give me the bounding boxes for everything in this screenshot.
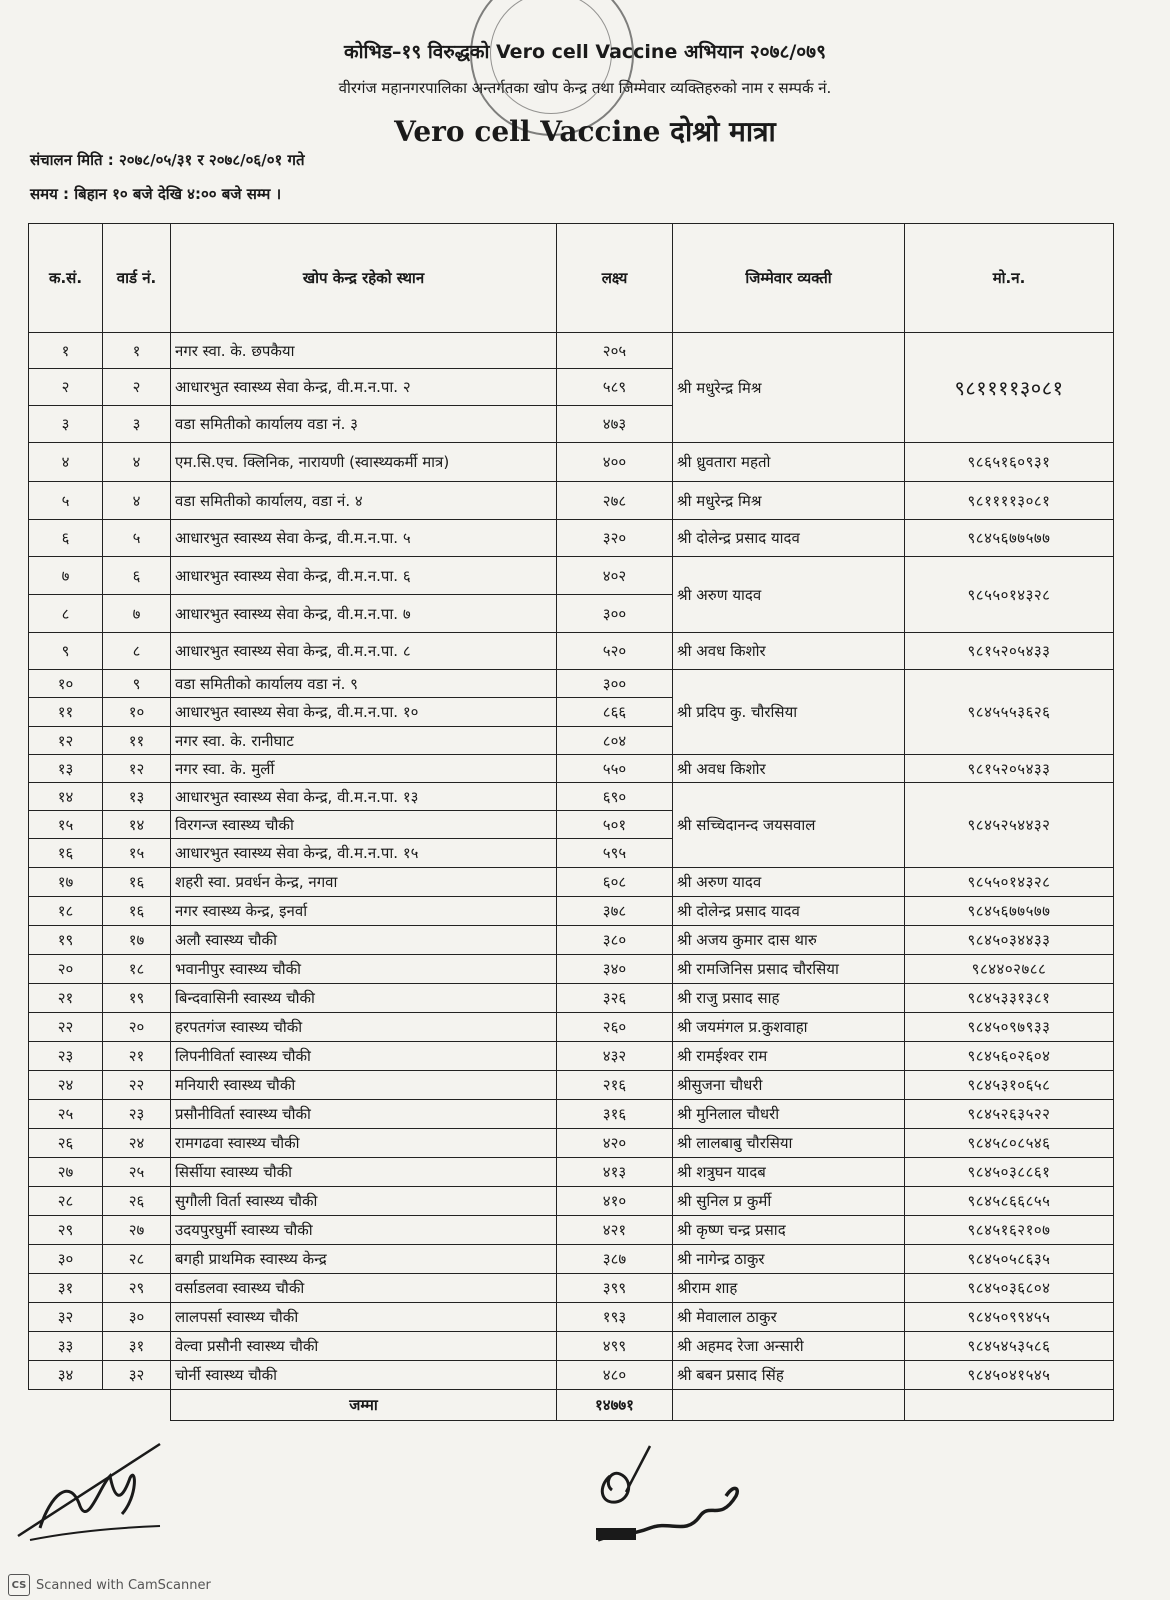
- person-cell: श्री मेवालाल ठाकुर: [673, 1303, 905, 1332]
- serial-cell: ८: [29, 595, 103, 633]
- table-row: [29, 1361, 1114, 1390]
- target-cell: ८६६: [557, 698, 673, 727]
- target-cell: ८०४: [557, 727, 673, 755]
- person-cell: श्री अजय कुमार दास थारु: [673, 926, 905, 955]
- person-cell: श्री मधुरेन्द्र मिश्र: [673, 333, 905, 443]
- table-row: [29, 1100, 1114, 1129]
- target-cell: ३००: [557, 670, 673, 698]
- ward-cell: २१: [103, 1042, 171, 1071]
- serial-cell: ७: [29, 557, 103, 595]
- phone-cell: ९८११११३०८१: [905, 333, 1114, 443]
- ward-cell: २७: [103, 1216, 171, 1245]
- serial-cell: २६: [29, 1129, 103, 1158]
- ward-cell: ९: [103, 670, 171, 698]
- phone-cell: ९८४५०३६८०४: [905, 1274, 1114, 1303]
- serial-cell: १६: [29, 839, 103, 868]
- person-cell: श्री जयमंगल प्र.कुशवाहा: [673, 1013, 905, 1042]
- target-cell: ३७८: [557, 897, 673, 926]
- phone-cell: ९८४५३३१३८१: [905, 984, 1114, 1013]
- ward-cell: २३: [103, 1100, 171, 1129]
- phone-cell: ९८४४०२७८८: [905, 955, 1114, 984]
- serial-cell: ११: [29, 698, 103, 727]
- phone-cell: ९८४५०३८८६१: [905, 1158, 1114, 1187]
- ward-cell: १: [103, 333, 171, 369]
- target-cell: ३१६: [557, 1100, 673, 1129]
- ward-cell: ४: [103, 482, 171, 520]
- place-cell: वर्साडलवा स्वास्थ्य चौकी: [171, 1274, 557, 1303]
- serial-cell: १७: [29, 868, 103, 897]
- phone-cell: ९८११११३०८१: [905, 482, 1114, 520]
- phone-cell: ९८५५०१४३२८: [905, 557, 1114, 633]
- header-serial: क.सं.: [29, 224, 103, 333]
- table-row: [29, 955, 1114, 984]
- place-cell: बगही प्राथमिक स्वास्थ्य केन्द्र: [171, 1245, 557, 1274]
- table-row: [29, 443, 1114, 482]
- person-cell: श्री सच्चिदानन्द जयसवाल: [673, 783, 905, 868]
- ward-cell: १७: [103, 926, 171, 955]
- serial-cell: २५: [29, 1100, 103, 1129]
- table-header-row: [29, 224, 1114, 333]
- person-cell: श्री ध्रुवतारा महतो: [673, 443, 905, 482]
- phone-cell: ९८४५०५८६३५: [905, 1245, 1114, 1274]
- ward-cell: १९: [103, 984, 171, 1013]
- table-row: [29, 1332, 1114, 1361]
- place-cell: मनियारी स्वास्थ्य चौकी: [171, 1071, 557, 1100]
- place-cell: भवानीपुर स्वास्थ्य चौकी: [171, 955, 557, 984]
- table-row: [29, 1071, 1114, 1100]
- total-label: जम्मा: [171, 1390, 557, 1421]
- person-cell: श्री अवध किशोर: [673, 755, 905, 783]
- target-cell: ३९९: [557, 1274, 673, 1303]
- place-cell: आधारभुत स्वास्थ्य सेवा केन्द्र, वी.म.न.पा. १३: [171, 783, 557, 811]
- target-cell: ३८७: [557, 1245, 673, 1274]
- place-cell: आधारभुत स्वास्थ्य सेवा केन्द्र, वी.म.न.पा. १५: [171, 839, 557, 868]
- ward-cell: १०: [103, 698, 171, 727]
- phone-cell: ९८६५१६०९३१: [905, 443, 1114, 482]
- serial-cell: ६: [29, 520, 103, 557]
- phone-cell: ९८४५४५३५८६: [905, 1332, 1114, 1361]
- phone-cell: ९८४५०३४४३३: [905, 926, 1114, 955]
- signature-left: [10, 1436, 180, 1546]
- target-cell: ४७३: [557, 406, 673, 443]
- ward-cell: ३१: [103, 1332, 171, 1361]
- table-row: [29, 897, 1114, 926]
- phone-cell: ९८४५६७७५७७: [905, 520, 1114, 557]
- ward-cell: २९: [103, 1274, 171, 1303]
- target-cell: १९३: [557, 1303, 673, 1332]
- place-cell: नगर स्वा. के. छपकैया: [171, 333, 557, 369]
- place-cell: चोर्नी स्वास्थ्य चौकी: [171, 1361, 557, 1390]
- person-cell: श्री लालबाबु चौरसिया: [673, 1129, 905, 1158]
- signature-right: [590, 1436, 760, 1546]
- table-row: [29, 926, 1114, 955]
- person-cell: श्री प्रदिप कु. चौरसिया: [673, 670, 905, 755]
- table-row: [29, 1187, 1114, 1216]
- ward-cell: १६: [103, 897, 171, 926]
- place-cell: आधारभुत स्वास्थ्य सेवा केन्द्र, वी.म.न.पा. १०: [171, 698, 557, 727]
- table-row: [29, 557, 1114, 595]
- phone-cell: ९८४५१६२१०७: [905, 1216, 1114, 1245]
- ward-cell: ३०: [103, 1303, 171, 1332]
- place-cell: वडा समितीको कार्यालय, वडा नं. ४: [171, 482, 557, 520]
- table-row: [29, 783, 1114, 811]
- ward-cell: १८: [103, 955, 171, 984]
- place-cell: नगर स्वा. के. रानीघाट: [171, 727, 557, 755]
- serial-cell: २८: [29, 1187, 103, 1216]
- ward-cell: ११: [103, 727, 171, 755]
- ward-cell: २८: [103, 1245, 171, 1274]
- phone-cell: ९८४५३१०६५८: [905, 1071, 1114, 1100]
- serial-cell: ३२: [29, 1303, 103, 1332]
- table-row: [29, 868, 1114, 897]
- serial-cell: ३: [29, 406, 103, 443]
- serial-cell: २३: [29, 1042, 103, 1071]
- place-cell: नगर स्वास्थ्य केन्द्र, इनर्वा: [171, 897, 557, 926]
- table-row: [29, 520, 1114, 557]
- target-cell: ३००: [557, 595, 673, 633]
- total-empty-phone: [905, 1390, 1114, 1421]
- target-cell: २१६: [557, 1071, 673, 1100]
- target-cell: ३२०: [557, 520, 673, 557]
- person-cell: श्रीसुजना चौधरी: [673, 1071, 905, 1100]
- target-cell: ४१०: [557, 1187, 673, 1216]
- ward-cell: १३: [103, 783, 171, 811]
- table-row: [29, 1216, 1114, 1245]
- table-row: [29, 1274, 1114, 1303]
- phone-cell: ९८४५२५४४३२: [905, 783, 1114, 868]
- ward-cell: ७: [103, 595, 171, 633]
- serial-cell: १९: [29, 926, 103, 955]
- person-cell: श्री बबन प्रसाद सिंह: [673, 1361, 905, 1390]
- place-cell: वेल्वा प्रसौनी स्वास्थ्य चौकी: [171, 1332, 557, 1361]
- ward-cell: २२: [103, 1071, 171, 1100]
- total-empty-person: [673, 1390, 905, 1421]
- person-cell: श्री दोलेन्द्र प्रसाद यादव: [673, 520, 905, 557]
- place-cell: वडा समितीको कार्यालय वडा नं. ३: [171, 406, 557, 443]
- place-cell: लालपर्सा स्वास्थ्य चौकी: [171, 1303, 557, 1332]
- header-place: खोप केन्द्र रहेको स्थान: [171, 224, 557, 333]
- total-row: [29, 1390, 1114, 1421]
- serial-cell: १४: [29, 783, 103, 811]
- target-cell: २७८: [557, 482, 673, 520]
- place-cell: उदयपुरघुर्मी स्वास्थ्य चौकी: [171, 1216, 557, 1245]
- serial-cell: २१: [29, 984, 103, 1013]
- place-cell: आधारभुत स्वास्थ्य सेवा केन्द्र, वी.म.न.पा. २: [171, 369, 557, 406]
- phone-cell: ९८४५८६६८५५: [905, 1187, 1114, 1216]
- person-cell: श्री कृष्ण चन्द्र प्रसाद: [673, 1216, 905, 1245]
- phone-cell: ९८४५६७७५७७: [905, 897, 1114, 926]
- place-cell: विरगन्ज स्वास्थ्य चौकी: [171, 811, 557, 839]
- document-subtitle: वीरगंज महानगरपालिका अन्तर्गतका खोप केन्द्र तथा जिम्मेवार व्यक्तिहरुको नाम र सम्पर्क नं.: [338, 79, 832, 97]
- person-cell: श्री मुनिलाल चौधरी: [673, 1100, 905, 1129]
- ward-cell: २६: [103, 1187, 171, 1216]
- serial-cell: ५: [29, 482, 103, 520]
- ward-cell: ३: [103, 406, 171, 443]
- place-cell: सुगौली विर्ता स्वास्थ्य चौकी: [171, 1187, 557, 1216]
- ward-cell: ३२: [103, 1361, 171, 1390]
- person-cell: श्री राजु प्रसाद साह: [673, 984, 905, 1013]
- target-cell: ५२०: [557, 633, 673, 670]
- serial-cell: १३: [29, 755, 103, 783]
- serial-cell: २९: [29, 1216, 103, 1245]
- place-cell: आधारभुत स्वास्थ्य सेवा केन्द्र, वी.म.न.पा. ७: [171, 595, 557, 633]
- place-cell: शहरी स्वा. प्रवर्धन केन्द्र, नगवा: [171, 868, 557, 897]
- ward-cell: १२: [103, 755, 171, 783]
- vaccination-center-table: [28, 223, 1114, 1421]
- ward-cell: ८: [103, 633, 171, 670]
- person-cell: श्री नागेन्द्र ठाकुर: [673, 1245, 905, 1274]
- scanner-watermark: [8, 1574, 211, 1596]
- person-cell: श्रीराम शाह: [673, 1274, 905, 1303]
- target-cell: ३४०: [557, 955, 673, 984]
- target-cell: ५०१: [557, 811, 673, 839]
- header-phone: मो.न.: [905, 224, 1114, 333]
- place-cell: आधारभुत स्वास्थ्य सेवा केन्द्र, वी.म.न.पा. ६: [171, 557, 557, 595]
- table-row: [29, 1013, 1114, 1042]
- person-cell: श्री रामजिनिस प्रसाद चौरसिया: [673, 955, 905, 984]
- target-cell: २०५: [557, 333, 673, 369]
- serial-cell: २०: [29, 955, 103, 984]
- phone-cell: ९८४५५५३६२६: [905, 670, 1114, 755]
- serial-cell: ३३: [29, 1332, 103, 1361]
- person-cell: श्री अरुण यादव: [673, 868, 905, 897]
- phone-cell: ९८४५६०२६०४: [905, 1042, 1114, 1071]
- place-cell: हरपतगंज स्वास्थ्य चौकी: [171, 1013, 557, 1042]
- table-row: [29, 333, 1114, 369]
- header-ward: वार्ड नं.: [103, 224, 171, 333]
- target-cell: ५८९: [557, 369, 673, 406]
- person-cell: श्री शत्रुघन यादब: [673, 1158, 905, 1187]
- table-row: [29, 755, 1114, 783]
- serial-cell: ९: [29, 633, 103, 670]
- ward-cell: २: [103, 369, 171, 406]
- person-cell: श्री दोलेन्द्र प्रसाद यादव: [673, 897, 905, 926]
- place-cell: अलौ स्वास्थ्य चौकी: [171, 926, 557, 955]
- serial-cell: १८: [29, 897, 103, 926]
- total-spacer: [29, 1390, 171, 1421]
- target-cell: ५९५: [557, 839, 673, 868]
- serial-cell: २४: [29, 1071, 103, 1100]
- serial-cell: ३०: [29, 1245, 103, 1274]
- dose-title: Vero cell Vaccine दोश्रो मात्रा: [394, 115, 776, 148]
- target-cell: ४१३: [557, 1158, 673, 1187]
- table-row: [29, 670, 1114, 698]
- ward-cell: ५: [103, 520, 171, 557]
- target-cell: ४००: [557, 443, 673, 482]
- serial-cell: ३४: [29, 1361, 103, 1390]
- place-cell: प्रसौनीविर्ता स्वास्थ्य चौकी: [171, 1100, 557, 1129]
- campaign-title: कोभिड–१९ विरुद्धको Vero cell Vaccine अभियान २०७८/०७९: [344, 41, 826, 63]
- scanner-text: Scanned with CamScanner: [36, 1577, 211, 1593]
- table-row: [29, 482, 1114, 520]
- target-cell: ४९९: [557, 1332, 673, 1361]
- phone-cell: ९८४५२६३५२२: [905, 1100, 1114, 1129]
- table-row: [29, 1245, 1114, 1274]
- target-cell: ५५०: [557, 755, 673, 783]
- serial-cell: २२: [29, 1013, 103, 1042]
- serial-cell: १: [29, 333, 103, 369]
- target-cell: २६०: [557, 1013, 673, 1042]
- person-cell: श्री अहमद रेजा अन्सारी: [673, 1332, 905, 1361]
- target-cell: ६०८: [557, 868, 673, 897]
- place-cell: वडा समितीको कार्यालय वडा नं. ९: [171, 670, 557, 698]
- target-cell: ४२१: [557, 1216, 673, 1245]
- phone-cell: ९८४५०४१५४५: [905, 1361, 1114, 1390]
- place-cell: आधारभुत स्वास्थ्य सेवा केन्द्र, वी.म.न.पा. ८: [171, 633, 557, 670]
- total-value: १४७७१: [557, 1390, 673, 1421]
- table-row: [29, 1303, 1114, 1332]
- table-row: [29, 984, 1114, 1013]
- ward-cell: २०: [103, 1013, 171, 1042]
- person-cell: श्री अवध किशोर: [673, 633, 905, 670]
- person-cell: श्री अरुण यादव: [673, 557, 905, 633]
- target-cell: ४३२: [557, 1042, 673, 1071]
- target-cell: ३८०: [557, 926, 673, 955]
- table-row: [29, 1158, 1114, 1187]
- ward-cell: ४: [103, 443, 171, 482]
- phone-cell: ९८१५२०५४३३: [905, 633, 1114, 670]
- ward-cell: १४: [103, 811, 171, 839]
- place-cell: बिन्दवासिनी स्वास्थ्य चौकी: [171, 984, 557, 1013]
- ward-cell: १६: [103, 868, 171, 897]
- ward-cell: ६: [103, 557, 171, 595]
- phone-cell: ९८४५०९९४५५: [905, 1303, 1114, 1332]
- phone-cell: ९८४५८०८५४६: [905, 1129, 1114, 1158]
- ward-cell: १५: [103, 839, 171, 868]
- place-cell: एम.सि.एच. क्लिनिक, नारायणी (स्वास्थ्यकर्मी मात्र): [171, 443, 557, 482]
- serial-cell: १२: [29, 727, 103, 755]
- table-row: [29, 1129, 1114, 1158]
- phone-cell: ९८५५०१४३२८: [905, 868, 1114, 897]
- phone-cell: ९८१५२०५४३३: [905, 755, 1114, 783]
- operation-date: संचालन मिति : २०७८/०५/३१ र २०७८/०६/०१ गते: [30, 151, 305, 169]
- operation-time: समय : बिहान १० बजे देखि ४:०० बजे सम्म ।: [30, 185, 282, 203]
- place-cell: लिपनीविर्ता स्वास्थ्य चौकी: [171, 1042, 557, 1071]
- serial-cell: ३१: [29, 1274, 103, 1303]
- place-cell: रामगढवा स्वास्थ्य चौकी: [171, 1129, 557, 1158]
- serial-cell: ४: [29, 443, 103, 482]
- place-cell: नगर स्वा. के. मुर्ली: [171, 755, 557, 783]
- serial-cell: २: [29, 369, 103, 406]
- table-row: [29, 1042, 1114, 1071]
- place-cell: आधारभुत स्वास्थ्य सेवा केन्द्र, वी.म.न.पा. ५: [171, 520, 557, 557]
- target-cell: ४०२: [557, 557, 673, 595]
- place-cell: सिर्सीया स्वास्थ्य चौकी: [171, 1158, 557, 1187]
- target-cell: ३२६: [557, 984, 673, 1013]
- target-cell: ४८०: [557, 1361, 673, 1390]
- person-cell: श्री मधुरेन्द्र मिश्र: [673, 482, 905, 520]
- header-target: लक्ष्य: [557, 224, 673, 333]
- person-cell: श्री सुनिल प्र कुर्मी: [673, 1187, 905, 1216]
- phone-cell: ९८४५०९७९३३: [905, 1013, 1114, 1042]
- serial-cell: १५: [29, 811, 103, 839]
- person-cell: श्री रामईश्वर राम: [673, 1042, 905, 1071]
- target-cell: ६९०: [557, 783, 673, 811]
- camscanner-logo: CS: [8, 1574, 30, 1596]
- serial-cell: २७: [29, 1158, 103, 1187]
- ward-cell: २५: [103, 1158, 171, 1187]
- header-person: जिम्मेवार व्यक्ती: [673, 224, 905, 333]
- serial-cell: १०: [29, 670, 103, 698]
- ward-cell: २४: [103, 1129, 171, 1158]
- table-row: [29, 633, 1114, 670]
- target-cell: ४२०: [557, 1129, 673, 1158]
